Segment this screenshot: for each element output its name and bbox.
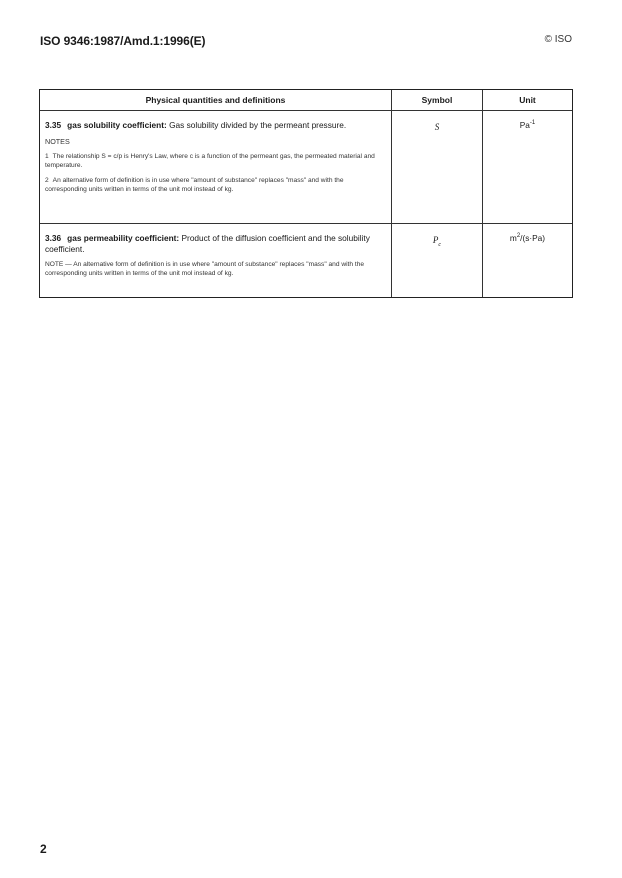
document-id: ISO 9346:1987/Amd.1:1996(E) — [40, 34, 206, 48]
symbol-subscript: c — [438, 241, 442, 248]
term-number: 3.35 — [45, 120, 62, 130]
term-number: 3.36 — [45, 233, 62, 243]
definition-cell — [40, 111, 392, 223]
symbol-cell — [392, 224, 483, 297]
unit-exponent: 2 — [516, 233, 521, 240]
definitions-table — [39, 89, 573, 298]
symbol: P — [432, 235, 439, 245]
note-2 — [45, 176, 387, 194]
term-entry — [45, 120, 387, 131]
unit-prefix: m — [509, 233, 517, 243]
page-number: 2 — [40, 842, 47, 856]
table-row — [40, 110, 572, 223]
column-header-unit: Unit — [519, 95, 536, 105]
note-text: The relationship S = c/p is Henry's Law, where c is a function of the permeant gas, the permeated material and temperature. — [45, 152, 375, 169]
unit-base: Pa — [519, 120, 530, 130]
note-number: 1 — [45, 152, 49, 160]
unit-cell — [483, 111, 572, 223]
symbol: S — [434, 122, 440, 132]
term-definition: Product of the diffusion coefficient and the solubility coefficient. — [45, 233, 370, 254]
unit-cell — [483, 224, 572, 297]
column-header-symbol: Symbol — [392, 90, 483, 110]
column-header-definitions: Physical quantities and definitions — [40, 90, 392, 110]
note: NOTE — An alternative form of definition is in use where "amount of substance" replaces "mass" and with the corresponding units written in terms of the unit mol instead of kg. — [45, 261, 365, 278]
note-number: 2 — [45, 176, 49, 184]
term-entry — [45, 233, 387, 254]
term-name: gas solubility coefficient: — [67, 120, 167, 130]
definition-cell — [40, 224, 392, 297]
term-definition: Gas solubility divided by the permeant pressure. — [169, 120, 347, 130]
note-text: An alternative form of definition is in use where "amount of substance" replaces "mass" and with the corresponding units written in terms of the unit mol instead of kg. — [45, 176, 344, 194]
symbol-cell — [392, 111, 483, 223]
copyright-mark: © ISO — [544, 34, 572, 45]
notes-heading: NOTES — [45, 136, 70, 146]
unit-suffix: /(s·Pa) — [520, 233, 546, 243]
unit-exponent: -1 — [529, 120, 536, 127]
note-1 — [45, 152, 387, 170]
table-row — [40, 223, 572, 297]
term-name: gas permeability coefficient: — [67, 233, 180, 243]
table-header-row — [40, 90, 572, 110]
